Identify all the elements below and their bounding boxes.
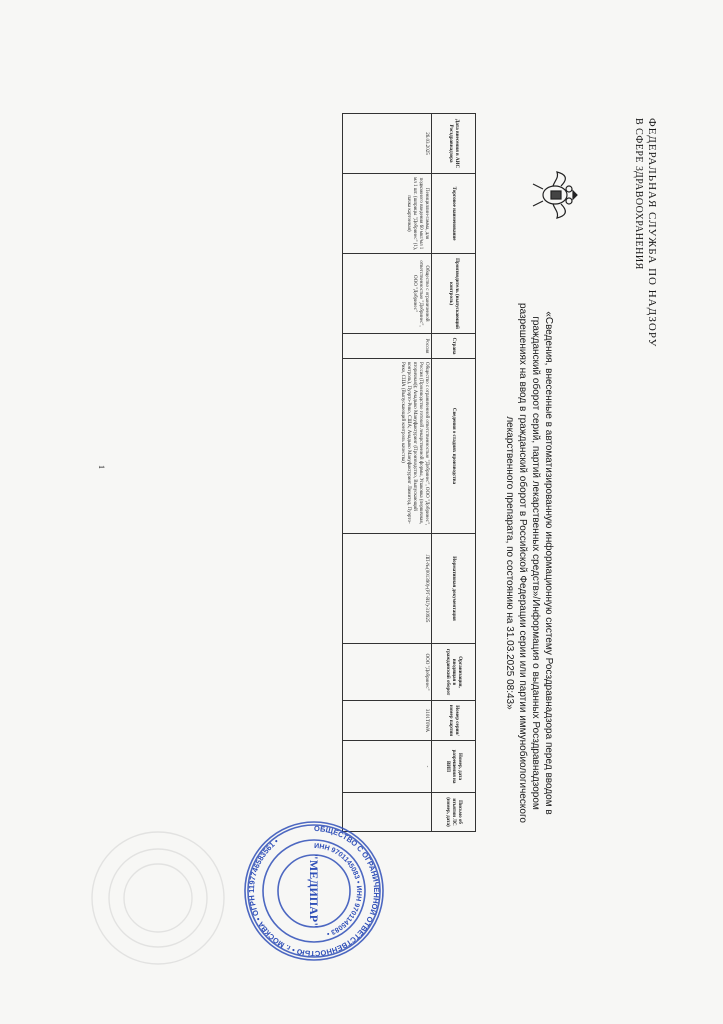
cell-stages: Общество с ограниченной ответственностью "Добринес", ООО "Добринес", Россия (Производство готовой лекарственной формы, Упаковка (первичная, вторичная)); Анадыко Мануфактуринг (Производство, Выпускающий контроль), Пуэрто-Рико, США; Анадыко Мануфактуринг Лимитед, Пуэрто-Рико, США (Выпускающий контроль качества): [343, 359, 432, 534]
column-header: Страна: [432, 334, 476, 359]
stamp-center-text: "МЕДИПАР": [307, 853, 321, 929]
agency-line-1: ФЕДЕРАЛЬНАЯ СЛУЖБА ПО НАДЗОРУ: [646, 118, 658, 348]
page-number: 1: [97, 465, 106, 469]
svg-text:ИНН 9701145083 • ИНН 970114508: [314, 843, 362, 937]
document-heading: «Сведения, внесенные в автоматизированную информационную систему Росздравнадзора перед вводом в гражданский оборот серий, партий лекарственных средств»/Информация о выданных Росздравнадзором разрешениях на ввод в гражданский оборот в Российской Федерации серии или партии иммунобиологического лекарственного препарата, по состоянию на 31.03.2025 08:43»: [504, 303, 554, 823]
table-row: [343, 114, 432, 832]
cell-organization: ООО "Добринес": [343, 644, 432, 701]
stamp-outer-text: ОБЩЕСТВО С ОГРАНИЧЕННОЙ ОТВЕТСТВЕННОСТЬЮ • г. МОСКВА • ОГРН 1197746583561 •: [246, 823, 382, 959]
table-header-row: [432, 114, 476, 832]
column-header: Дата внесения в АИС Росздравнадзора: [432, 114, 476, 174]
faded-stamp-imprint: [90, 830, 226, 966]
column-header: Нормативная документация: [432, 534, 476, 644]
column-header: Производитель (выпускающий контроль): [432, 254, 476, 334]
cell-permit: -: [343, 741, 432, 793]
cell-date: 26.03.2025: [343, 114, 432, 174]
column-header: Сведения о стадиях производства: [432, 359, 476, 534]
cell-normative: ЛП-№(001390)-(РГ-RU)-310925: [343, 534, 432, 644]
column-header: Организация, вводящая в гражданский оборот: [432, 644, 476, 701]
column-header: Номер серии/ номер партии: [432, 701, 476, 741]
column-header: Торговое наименование: [432, 174, 476, 254]
agency-header: [632, 118, 658, 348]
eagle-crest-icon: [529, 170, 583, 220]
cell-manufacturer: Общество с ограниченной ответственностью "Добринес", ООО "Добринес": [343, 254, 432, 334]
column-header: Письмо об изъятии ЛС (номер, дата): [432, 793, 476, 832]
company-seal-stamp: [243, 820, 385, 962]
stamp-inn-text: ИНН 9701145083 • ИНН 9701145083 •: [313, 842, 363, 937]
column-header: Номер, дата разрешения на ВИП: [432, 741, 476, 793]
cell-trade-name: Пенициллин-гамма, для подкожного введения 60 мкг/мл 1 мл 1 шт. (шприцы "Добринес" (1), пачка картонная): [343, 174, 432, 254]
permits-table: [342, 113, 476, 832]
agency-line-2: В СФЕРЕ ЗДРАВООХРАНЕНИЯ: [633, 118, 644, 270]
cell-country: Россия: [343, 334, 432, 359]
cell-series: 3101T0WA: [343, 701, 432, 741]
